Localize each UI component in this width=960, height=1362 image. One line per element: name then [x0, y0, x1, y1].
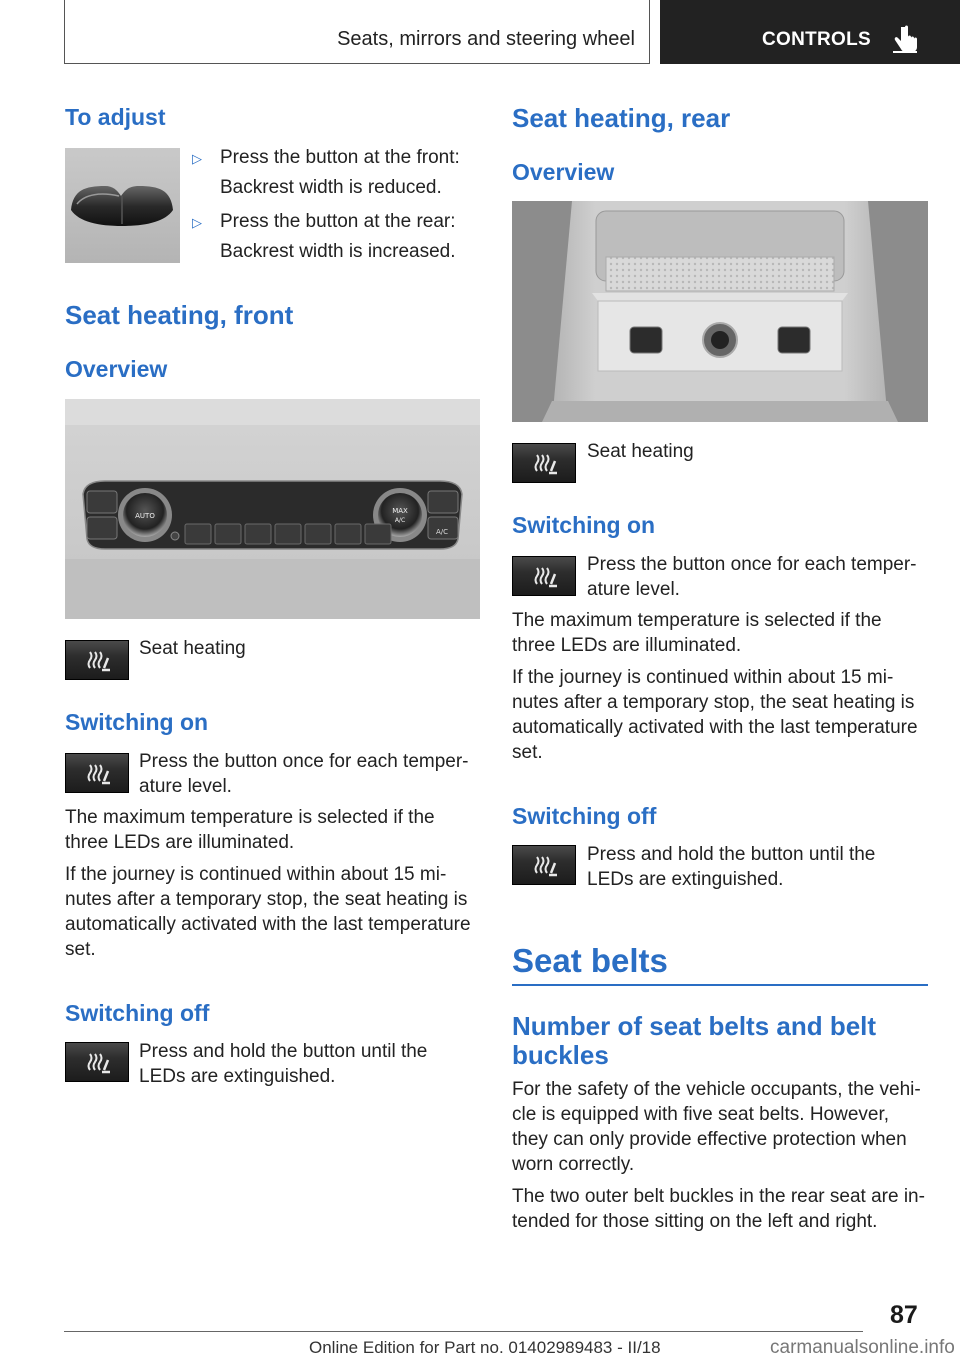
front-journey-line-4: set.	[65, 939, 96, 960]
panel-max-label: MAX	[392, 507, 408, 515]
page-number: 87	[890, 1301, 918, 1329]
belts-p2-line-2: tended for those sitting on the left and right.	[512, 1211, 878, 1232]
belts-p1-line-2: cle is equipped with five seat belts. However,	[512, 1104, 890, 1125]
panel-ac-label: A/C	[435, 528, 449, 536]
rear-switching-off-text-1: Press and hold the button until the	[587, 844, 876, 865]
rear-max-line-2: three LEDs are illuminated.	[512, 635, 742, 656]
front-switching-off-text-2: LEDs are extinguished.	[139, 1066, 336, 1087]
rear-switching-off-heading: Switching off	[512, 803, 657, 829]
footer-rule	[64, 1331, 863, 1332]
seat-heating-front-heading: Seat heating, front	[65, 300, 294, 330]
panel-auto-label: AUTO	[135, 512, 155, 520]
seat-heating-icon	[531, 451, 559, 477]
header-section	[64, 0, 650, 64]
front-journey-line-1: If the journey is continued within about 15 mi-	[65, 864, 447, 885]
rear-max-line-1: The maximum temperature is selected if the	[512, 610, 882, 631]
rear-caption: Seat heating	[587, 441, 694, 462]
belts-p2-line-1: The two outer belt buckles in the rear seat are in-	[512, 1186, 925, 1207]
chapter-tab-label: CONTROLS	[762, 29, 872, 50]
seat-heating-button-thumb	[65, 753, 129, 793]
adjust-item-2-line-2: Backrest width is increased.	[220, 241, 456, 262]
seat-heating-button-thumb	[512, 443, 576, 483]
seat-heating-icon	[84, 761, 112, 787]
section-title: Seats, mirrors and steering wheel	[337, 28, 635, 50]
bullet-triangle-icon: ▷	[192, 151, 202, 166]
rear-switching-off-text-2: LEDs are extinguished.	[587, 869, 784, 890]
front-max-line-1: The maximum temperature is selected if the	[65, 807, 435, 828]
seat-heating-button-thumb	[512, 556, 576, 596]
rear-journey-line-4: set.	[512, 742, 543, 763]
belts-p1-line-1: For the safety of the vehicle occupants, the vehi-	[512, 1079, 921, 1100]
adjust-item-1-line-1: Press the button at the front:	[220, 147, 460, 168]
front-overview-heading: Overview	[65, 356, 168, 382]
front-switching-on-text-2: ature level.	[139, 776, 232, 797]
rear-switching-on-text-2: ature level.	[587, 579, 680, 600]
heading-rule	[512, 984, 928, 986]
belts-subheading-line-2: buckles	[512, 1040, 609, 1070]
rear-journey-line-3: automatically activated with the last temperature	[512, 717, 918, 738]
bullet-triangle-icon: ▷	[192, 215, 202, 230]
hand-pointer-icon	[891, 24, 923, 56]
front-switching-off-text-1: Press and hold the button until the	[139, 1041, 428, 1062]
seat-heating-icon	[531, 564, 559, 590]
front-journey-line-3: automatically activated with the last temperature	[65, 914, 471, 935]
seat-heating-icon	[531, 853, 559, 879]
footer-brand-watermark[interactable]: carmanualsonline.info	[770, 1337, 955, 1358]
seat-heating-button-thumb	[65, 1042, 129, 1082]
seat-heating-button-thumb	[65, 640, 129, 680]
front-caption: Seat heating	[139, 638, 246, 659]
seat-heating-button-thumb	[512, 845, 576, 885]
adjust-item-1-line-2: Backrest width is reduced.	[220, 177, 442, 198]
belts-subheading-line-1: Number of seat belts and belt	[512, 1011, 877, 1041]
seat-belts-heading: Seat belts	[512, 942, 668, 979]
rear-journey-line-1: If the journey is continued within about 15 mi-	[512, 667, 894, 688]
seat-heating-icon	[84, 1050, 112, 1076]
rear-switching-on-text-1: Press the button once for each temper-	[587, 554, 917, 575]
backrest-width-button-image	[65, 148, 180, 263]
footer-edition: Online Edition for Part no. 01402989483 - II/18	[309, 1338, 661, 1357]
front-switching-off-heading: Switching off	[65, 1000, 210, 1026]
rear-journey-line-2: nutes after a temporary stop, the seat heating is	[512, 692, 915, 713]
rear-console-image	[512, 201, 928, 422]
seat-heating-rear-heading: Seat heating, rear	[512, 103, 731, 133]
belts-p1-line-4: worn correctly.	[512, 1154, 635, 1175]
to-adjust-heading: To adjust	[65, 104, 166, 130]
front-journey-line-2: nutes after a temporary stop, the seat heating is	[65, 889, 468, 910]
rear-overview-heading: Overview	[512, 159, 615, 185]
rear-switching-on-heading: Switching on	[512, 512, 656, 538]
panel-ac-small-label: A/C	[394, 517, 406, 524]
front-switching-on-heading: Switching on	[65, 709, 209, 735]
adjust-item-2-line-1: Press the button at the rear:	[220, 211, 456, 232]
seat-heating-icon	[84, 648, 112, 674]
front-switching-on-text-1: Press the button once for each temper-	[139, 751, 469, 772]
front-max-line-2: three LEDs are illuminated.	[65, 832, 295, 853]
front-climate-panel-image	[65, 399, 480, 619]
belts-p1-line-3: they can only provide effective protection when	[512, 1129, 907, 1150]
